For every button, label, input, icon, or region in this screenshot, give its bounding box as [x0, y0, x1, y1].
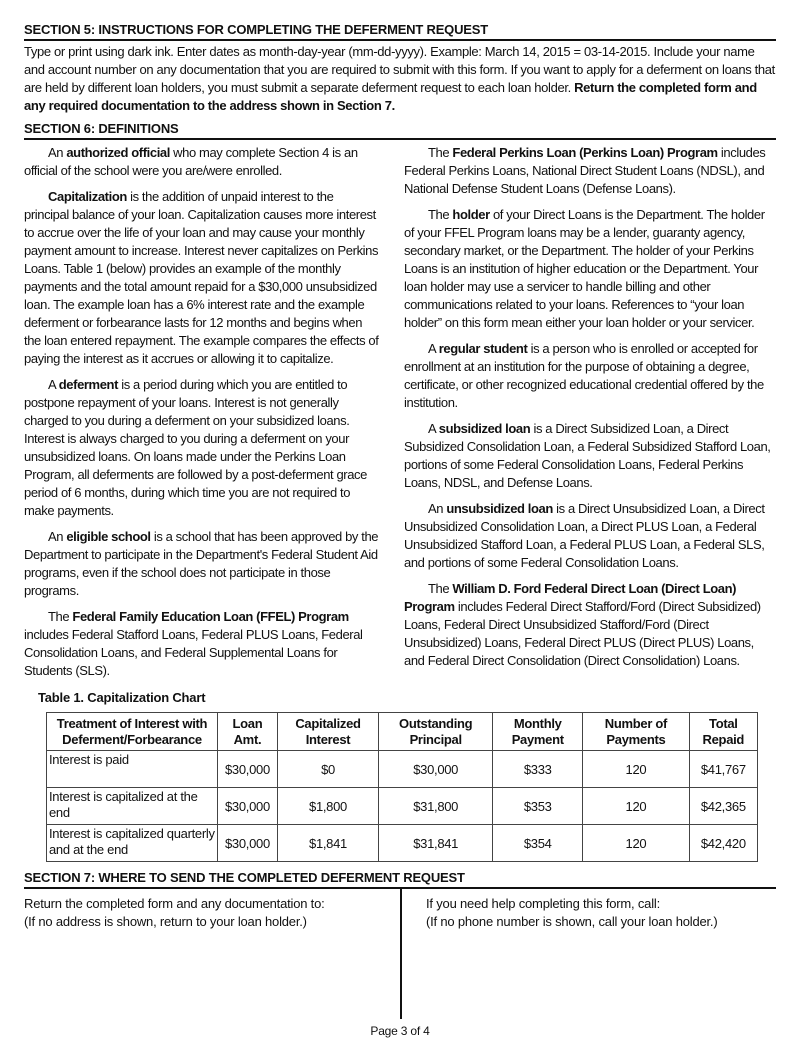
definition-text: The [428, 581, 453, 596]
capitalization-table [46, 712, 758, 862]
return-address-block [24, 889, 400, 1019]
definition-text: An [48, 529, 67, 544]
section-7-heading: SECTION 7: WHERE TO SEND THE COMPLETED DEFERMENT REQUEST [24, 870, 776, 889]
return-note: (If no address is shown, return to your loan holder.) [24, 914, 307, 929]
column-header: Number of Payments [583, 713, 689, 751]
section-6-heading: SECTION 6: DEFINITIONS [24, 121, 776, 140]
definition-text: of your Direct Loans is the Department. The holder of your FFEL Program loans may be a lender, guaranty agency, secondary market, or the Department. The holder of your Perkins Loans is an institution of higher education or the Department. Your loan holder may use a servicer to handle billing and other communications related to your loans. References to “your loan holder” on this form mean either your loan holder or your servicer. [404, 207, 765, 330]
help-phone-block [402, 889, 717, 1019]
definition-text: includes Federal Direct Stafford/Ford (Direct Subsidized) Loans, Federal Direct Unsubsidized Stafford/Ford (Direct Unsubsidized) Loans, Federal Direct PLUS (Direct PLUS) Loans, and Federal Direct Consolidation (Direct Consolidation) Loans. [404, 599, 761, 668]
table-cell: $30,000 [218, 788, 278, 825]
definition-paragraph [24, 608, 380, 680]
column-header: Total Repaid [689, 713, 757, 751]
definition-text: is a Direct Subsidized Loan, a Direct Subsidized Consolidation Loan, a Federal Subsidized Stafford Loan, portions of some Federal Consolidation Loans, Federal Perkins Loans, NDSL, and Defense Loans. [404, 421, 771, 490]
definitions-right-column [404, 144, 776, 688]
definition-term: eligible school [66, 529, 151, 544]
definition-text: is a Direct Unsubsidized Loan, a Direct Unsubsidized Consolidation Loan, a Direct PLUS Loan, a Federal Unsubsidized Stafford Loan, a Federal PLUS Loan, a Federal SLS, and portions of some Federal Consolidation Loans. [404, 501, 765, 570]
definition-text: is a school that has been approved by the Department to participate in the Department's Federal Student Aid programs, even if the school does not participate in those programs. [24, 529, 379, 598]
table-cell: $42,420 [689, 825, 757, 862]
definition-term: Federal Perkins Loan (Perkins Loan) Program [452, 145, 718, 160]
table-header-row [47, 713, 758, 751]
definition-paragraph [404, 340, 776, 412]
table-cell: $0 [277, 751, 378, 788]
definition-paragraph [404, 580, 776, 670]
table-cell: $353 [493, 788, 583, 825]
table-cell: $30,000 [218, 751, 278, 788]
table-title: Table 1. Capitalization Chart [38, 690, 206, 705]
table-row [47, 788, 758, 825]
definition-text: The [428, 207, 453, 222]
definition-text: is a person who is enrolled or accepted for enrollment at an institution for the purpose of obtaining a degree, certificate, or other recognized educational credential offered by the institution. [404, 341, 764, 410]
table-cell: $31,841 [379, 825, 493, 862]
table-cell: Interest is capitalized at the end [47, 788, 218, 825]
table-cell: $31,800 [379, 788, 493, 825]
column-header: Outstanding Principal [379, 713, 493, 751]
table-cell: $42,365 [689, 788, 757, 825]
page-number: Page 3 of 4 [370, 1024, 430, 1038]
help-note: (If no phone number is shown, call your loan holder.) [426, 914, 718, 929]
return-instruction: Return the completed form and any documentation to: [24, 896, 325, 911]
definition-text: The [48, 609, 73, 624]
table-cell: 120 [583, 751, 689, 788]
table-cell: 120 [583, 825, 689, 862]
definition-paragraph [404, 500, 776, 572]
definitions-left-column [24, 144, 380, 688]
definition-term: holder [452, 207, 490, 222]
definition-term: Federal Family Education Loan (FFEL) Program [72, 609, 349, 624]
definition-text: An [48, 145, 67, 160]
definition-term: subsidized loan [438, 421, 531, 436]
column-header: Capitalized Interest [277, 713, 378, 751]
definition-text: includes Federal Perkins Loans, National Direct Student Loans (NDSL), and National Defense Student Loans (Defense Loans). [404, 145, 766, 196]
table-cell: Interest is paid [47, 751, 218, 788]
table-row [47, 825, 758, 862]
column-header: Treatment of Interest with Deferment/Forbearance [47, 713, 218, 751]
definition-text: is the addition of unpaid interest to the principal balance of your loan. Capitalization causes more interest to accrue over the life of your loan and may cause your monthly payment amount to increase. Interest never capitalizes on Perkins Loans. Table 1 (below) provides an example of the monthly payments and the total amount repaid for a $30,000 unsubsidized loan. The example loan has a 6% interest rate and the example deferment or forbearance lasts for 12 months and begins when the loan entered repayment. The example compares the effects of paying the interest as it accrues or allowing it to capitalize. [24, 189, 379, 366]
definition-term: unsubsidized loan [446, 501, 553, 516]
definition-paragraph [404, 420, 776, 492]
table-cell: $41,767 [689, 751, 757, 788]
help-instruction: If you need help completing this form, call: [426, 896, 660, 911]
section-5-instructions [24, 43, 776, 115]
definition-text: A [428, 421, 439, 436]
table-cell: $354 [493, 825, 583, 862]
definition-term: William D. Ford Federal Direct Loan (Direct Loan) Program [404, 581, 737, 614]
table-cell: $30,000 [218, 825, 278, 862]
column-header: Loan Amt. [218, 713, 278, 751]
section-5-heading: SECTION 5: INSTRUCTIONS FOR COMPLETING THE DEFERMENT REQUEST [24, 22, 776, 41]
definition-term: deferment [58, 377, 119, 392]
definition-text: A [428, 341, 439, 356]
definition-text: is a period during which you are entitled to postpone repayment of your loans. Interest is not generally charged to you during a deferment on your subsidized loans. Interest is always charged to you during a deferment on your unsubsidized loans. On loans made under the Perkins Loan Program, all deferments are followed by a post-deferment grace period of 6 months, during which time you are not required to make payments. [24, 377, 367, 518]
definition-paragraph [24, 144, 380, 180]
table-cell: $333 [493, 751, 583, 788]
definitions-columns [24, 144, 776, 688]
table-cell: $1,841 [277, 825, 378, 862]
definition-paragraph [404, 206, 776, 332]
definition-term: regular student [438, 341, 528, 356]
table-row [47, 751, 758, 788]
definition-paragraph [24, 188, 380, 368]
definition-paragraph [24, 528, 380, 600]
definition-text: The [428, 145, 453, 160]
instructions-text: Type or print using dark ink. Enter dates as month-day-year (mm-dd-yyyy). Example: March 14, 2015 = 03-14-2015. Include your name and account number on any documentation that you are required to submit with this form. If you want to apply for a deferment on loans that are held by different loan holders, you must submit a separate deferment request to each loan holder. [24, 44, 775, 95]
definition-term: Capitalization [48, 189, 127, 204]
table-cell: $1,800 [277, 788, 378, 825]
definition-text: who may complete Section 4 is an official of the school were you are/were enrolled. [24, 145, 358, 178]
table-cell: $30,000 [379, 751, 493, 788]
column-header: Monthly Payment [493, 713, 583, 751]
table-cell: 120 [583, 788, 689, 825]
instructions-bold-text: Return the completed form and any required documentation to the address shown in Section 7. [24, 80, 757, 113]
definition-text: An [428, 501, 447, 516]
definition-paragraph [404, 144, 776, 198]
definition-term: authorized official [66, 145, 170, 160]
definition-paragraph [24, 376, 380, 520]
definition-text: includes Federal Stafford Loans, Federal PLUS Loans, Federal Consolidation Loans, and Federal Supplemental Loans for Students (SLS). [24, 627, 363, 678]
section-7-body [24, 889, 776, 1019]
definition-text: A [48, 377, 59, 392]
table-cell: Interest is capitalized quarterly and at the end [47, 825, 218, 862]
